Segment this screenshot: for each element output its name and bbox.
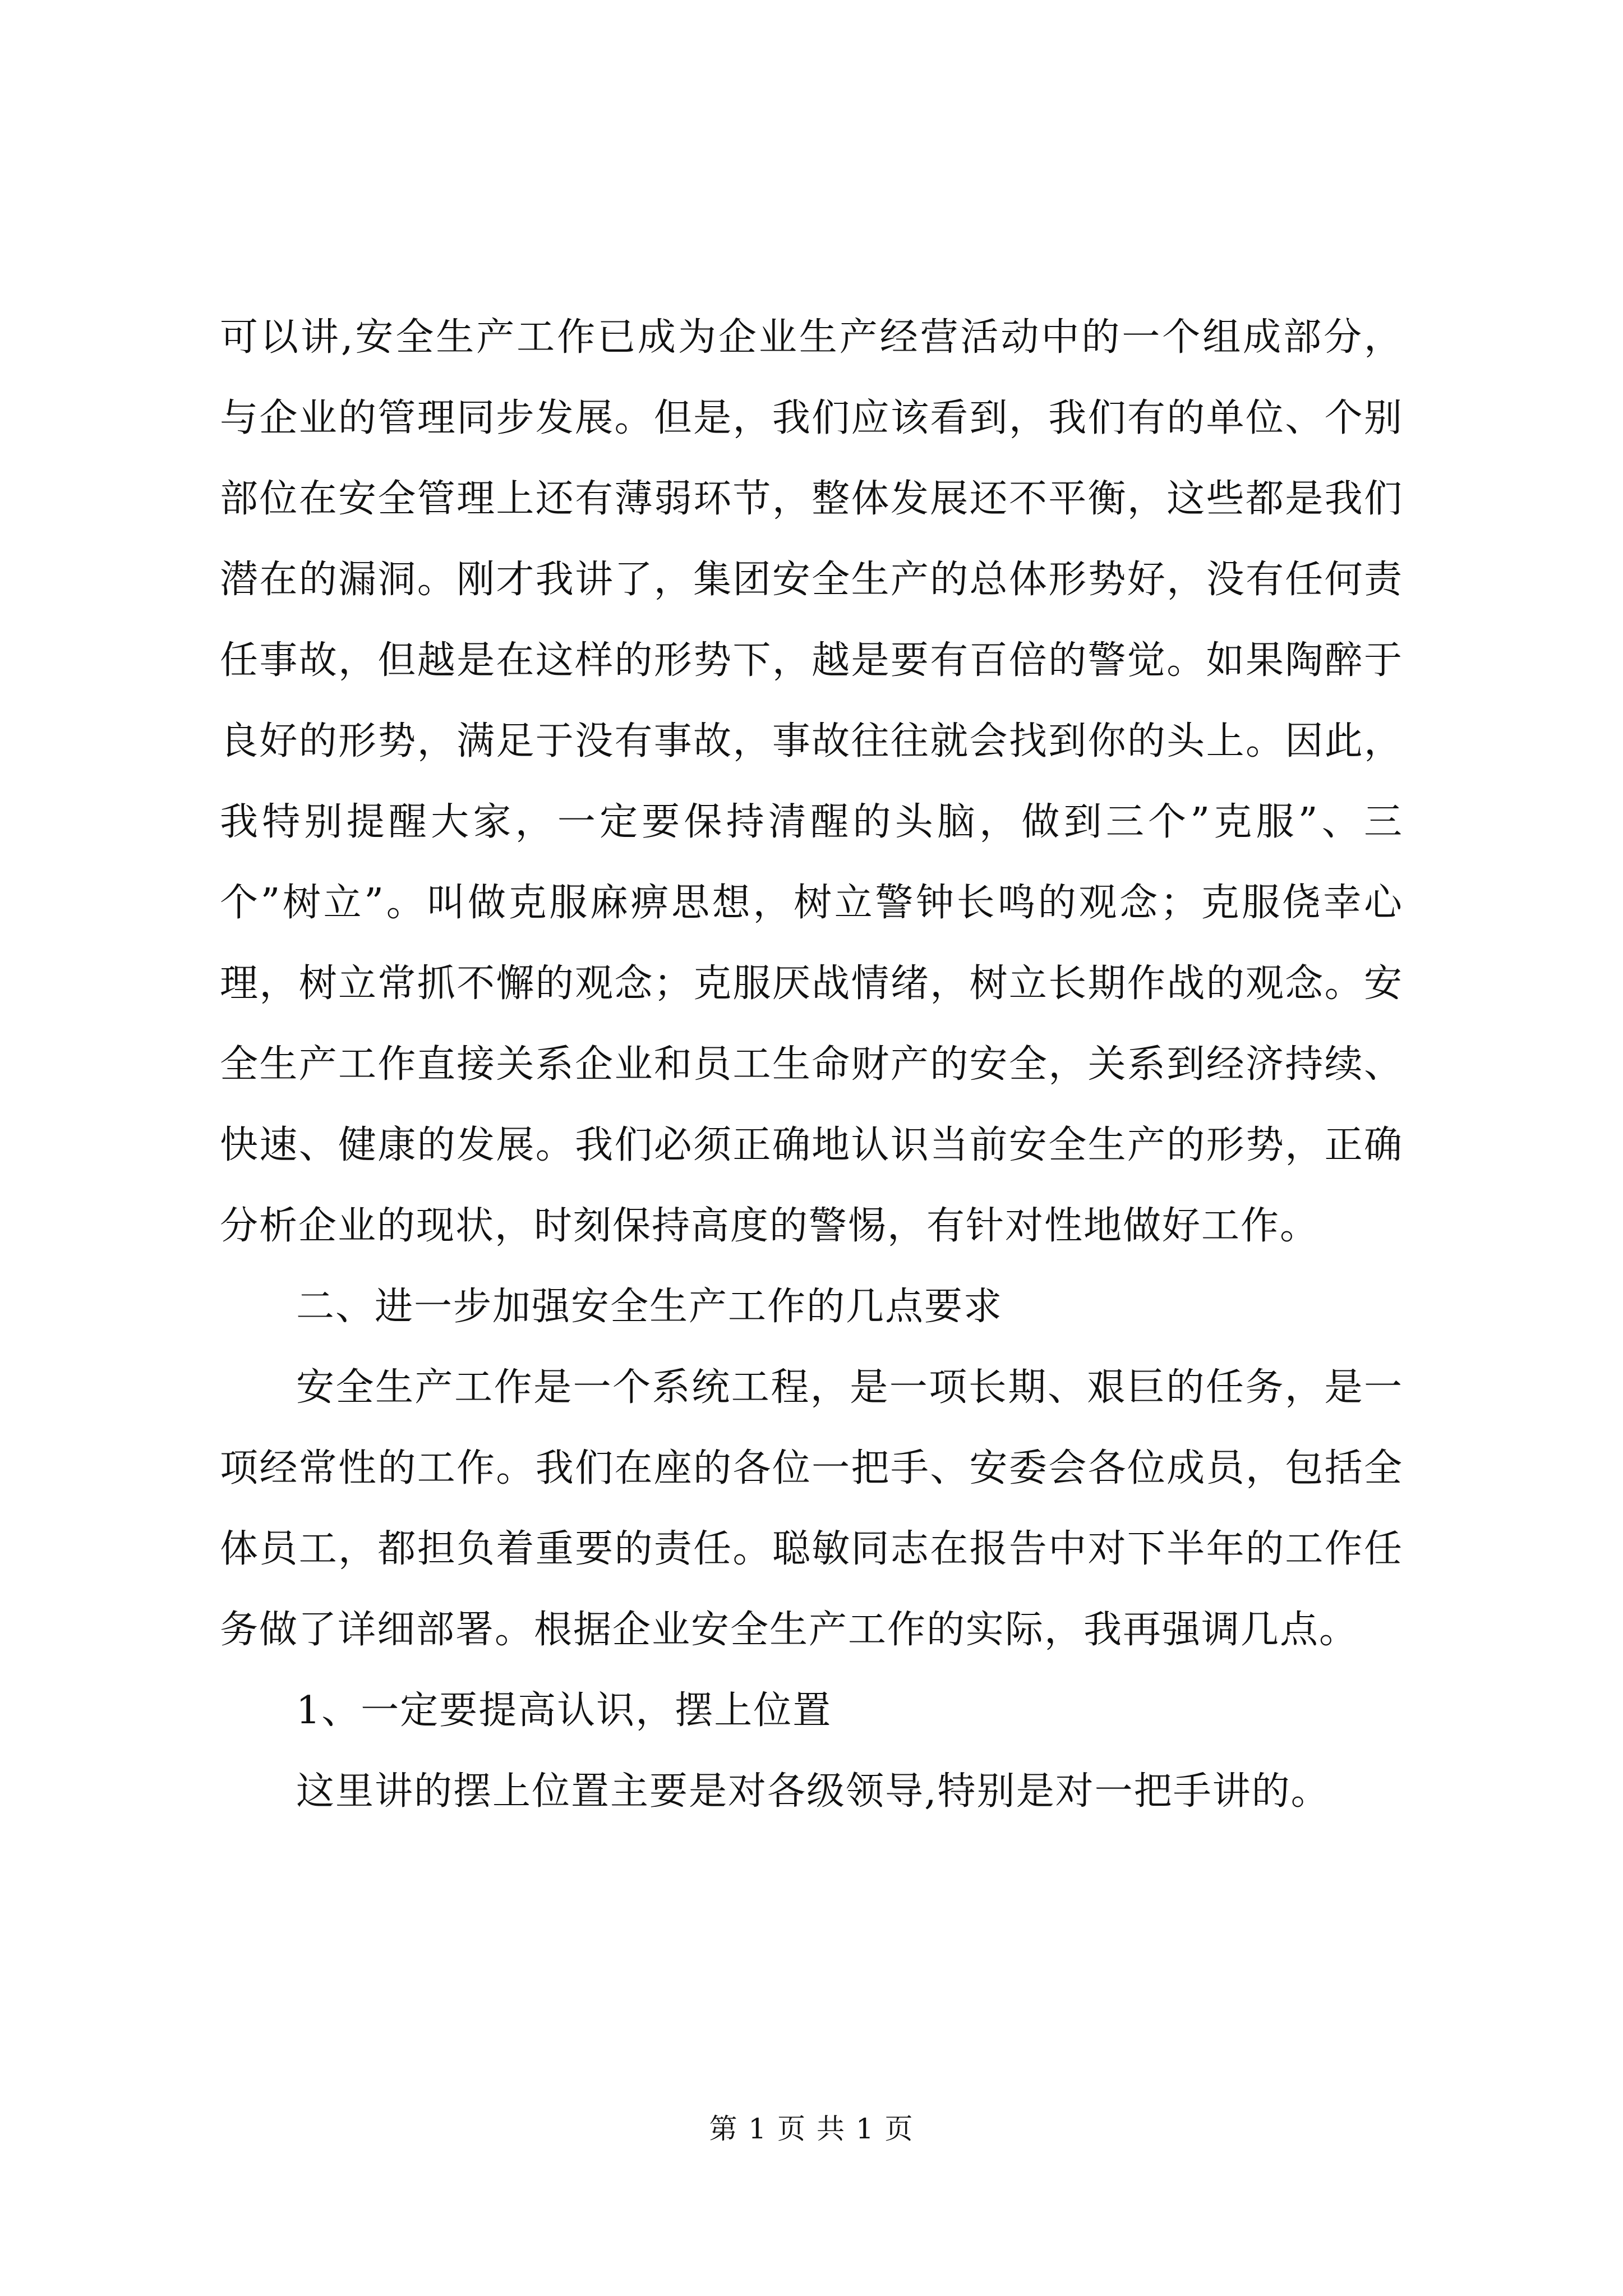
page-number-footer: 第 1 页 共 1 页 <box>709 2113 914 2145</box>
body-paragraph-continuation: 可以讲,安全生产工作已成为企业生产经营活动中的一个组成部分，与企业的管理同步发展。但是，我们应该看到，我们有的单位、个别部位在安全管理上还有薄弱环节，整体发展还不平衡，这些都是我们潜在的漏洞。刚才我讲了，集团安全生产的总体形势好，没有任何责任事故，但越是在这样的形势下，越是要有百倍的警觉。如果陶醉于良好的形势，满足于没有事故，事故往往就会找到你的头上。因此，我特别提醒大家，一定要保持清醒的头脑，做到三个”克服”、三个”树立”。叫做克服麻痹思想，树立警钟长鸣的观念；克服侥幸心理，树立常抓不懈的观念；克服厌战情绪，树立长期作战的观念。安全生产工作直接关系企业和员工生命财产的安全，关系到经济持续、快速、健康的发展。我们必须正确地认识当前安全生产的形势，正确分析企业的现状，时刻保持高度的警惕，有针对性地做好工作。 <box>220 315 1403 1248</box>
subsection-heading: 1、一定要提高认识，摆上位置 <box>296 1688 832 1733</box>
body-paragraph: 安全生产工作是一个系统工程，是一项长期、艰巨的任务，是一项经常性的工作。我们在座的各位一把手、安委会各位成员，包括全体员工，都担负着重要的责任。聪敏同志在报告中对下半年的工作任务做了详细部署。根据企业安全生产工作的实际，我再强调几点。 <box>220 1365 1403 1652</box>
document-body <box>220 297 1403 1832</box>
body-paragraph: 这里讲的摆上位置主要是对各级领导,特别是对一把手讲的。 <box>296 1769 1330 1814</box>
section-heading: 二、进一步加强安全生产工作的几点要求 <box>296 1285 1003 1329</box>
